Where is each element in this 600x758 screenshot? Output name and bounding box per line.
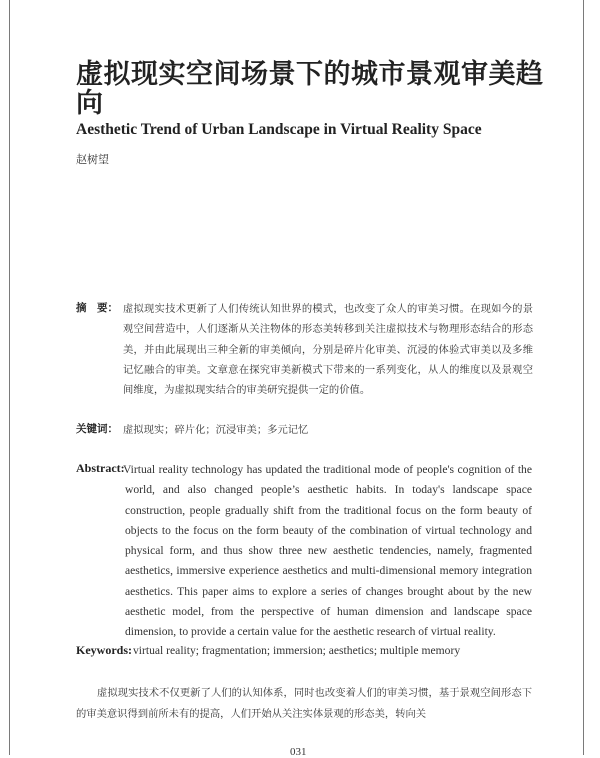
abstract-en-text: Virtual reality technology has updated the traditional mode of people's cognition of the world, and also changed people’s aesthetic habits. In today's landscape space construction, people gradually shift from the traditional focus on the form beauty of objects to the focus on the form beauty of the combination of virtual technology and physical form, and thus show three new aesthetic tendencies, namely, fragmented aesthetics, immersive experience aesthetics and multi-dimensional memory integration aesthetics. This paper aims to explore a series of changes brought about by the new aesthetic model, from the perspective of human dimension and landscape space dimension, to provide a certain value for the aesthetic research of virtual reality. <box>123 463 532 639</box>
page-border-left <box>9 0 10 755</box>
keywords-en-label: Keywords: <box>76 643 132 657</box>
page-border-right <box>583 0 584 755</box>
page-number: 031 <box>290 746 307 758</box>
keywords-cn-text: 虚拟现实；碎片化；沉浸审美；多元记忆 <box>123 424 309 436</box>
keywords-en-text: virtual reality; fragmentation; immersion; aesthetics; multiple memory <box>133 644 461 657</box>
chinese-title: 虚拟现实空间场景下的城市景观审美趋向 <box>76 59 544 119</box>
keywords-cn-label: 关键词： <box>76 423 118 435</box>
abstract-cn-text: 虚拟现实技术更新了人们传统认知世界的模式，也改变了众人的审美习惯。在现如今的景观空间营造中，人们逐渐从关注物体的形态美转移到关注虚拟技术与物理形态结合的形态美，并由此展现出三种全新的审美倾向，分别是碎片化审美、沉浸的体验式审美以及多维记忆融合的审美。文章意在探究审美新模式下带来的一系列变化，从人的维度以及景观空间维度，为虚拟现实结合的审美研究提供一定的价值。 <box>123 303 533 397</box>
author-name: 赵树望 <box>76 153 109 166</box>
abstract-en-label: Abstract: <box>76 461 125 475</box>
body-paragraph: 虚拟现实技术不仅更新了人们的认知体系，同时也改变着人们的审美习惯，基于景观空间形态下的审美意识得到前所未有的提高，人们开始从关注实体景观的形态美，转向关 <box>76 687 532 720</box>
abstract-cn-label: 摘 要： <box>76 302 118 314</box>
english-title: Aesthetic Trend of Urban Landscape in Virtual Reality Space <box>76 121 482 138</box>
